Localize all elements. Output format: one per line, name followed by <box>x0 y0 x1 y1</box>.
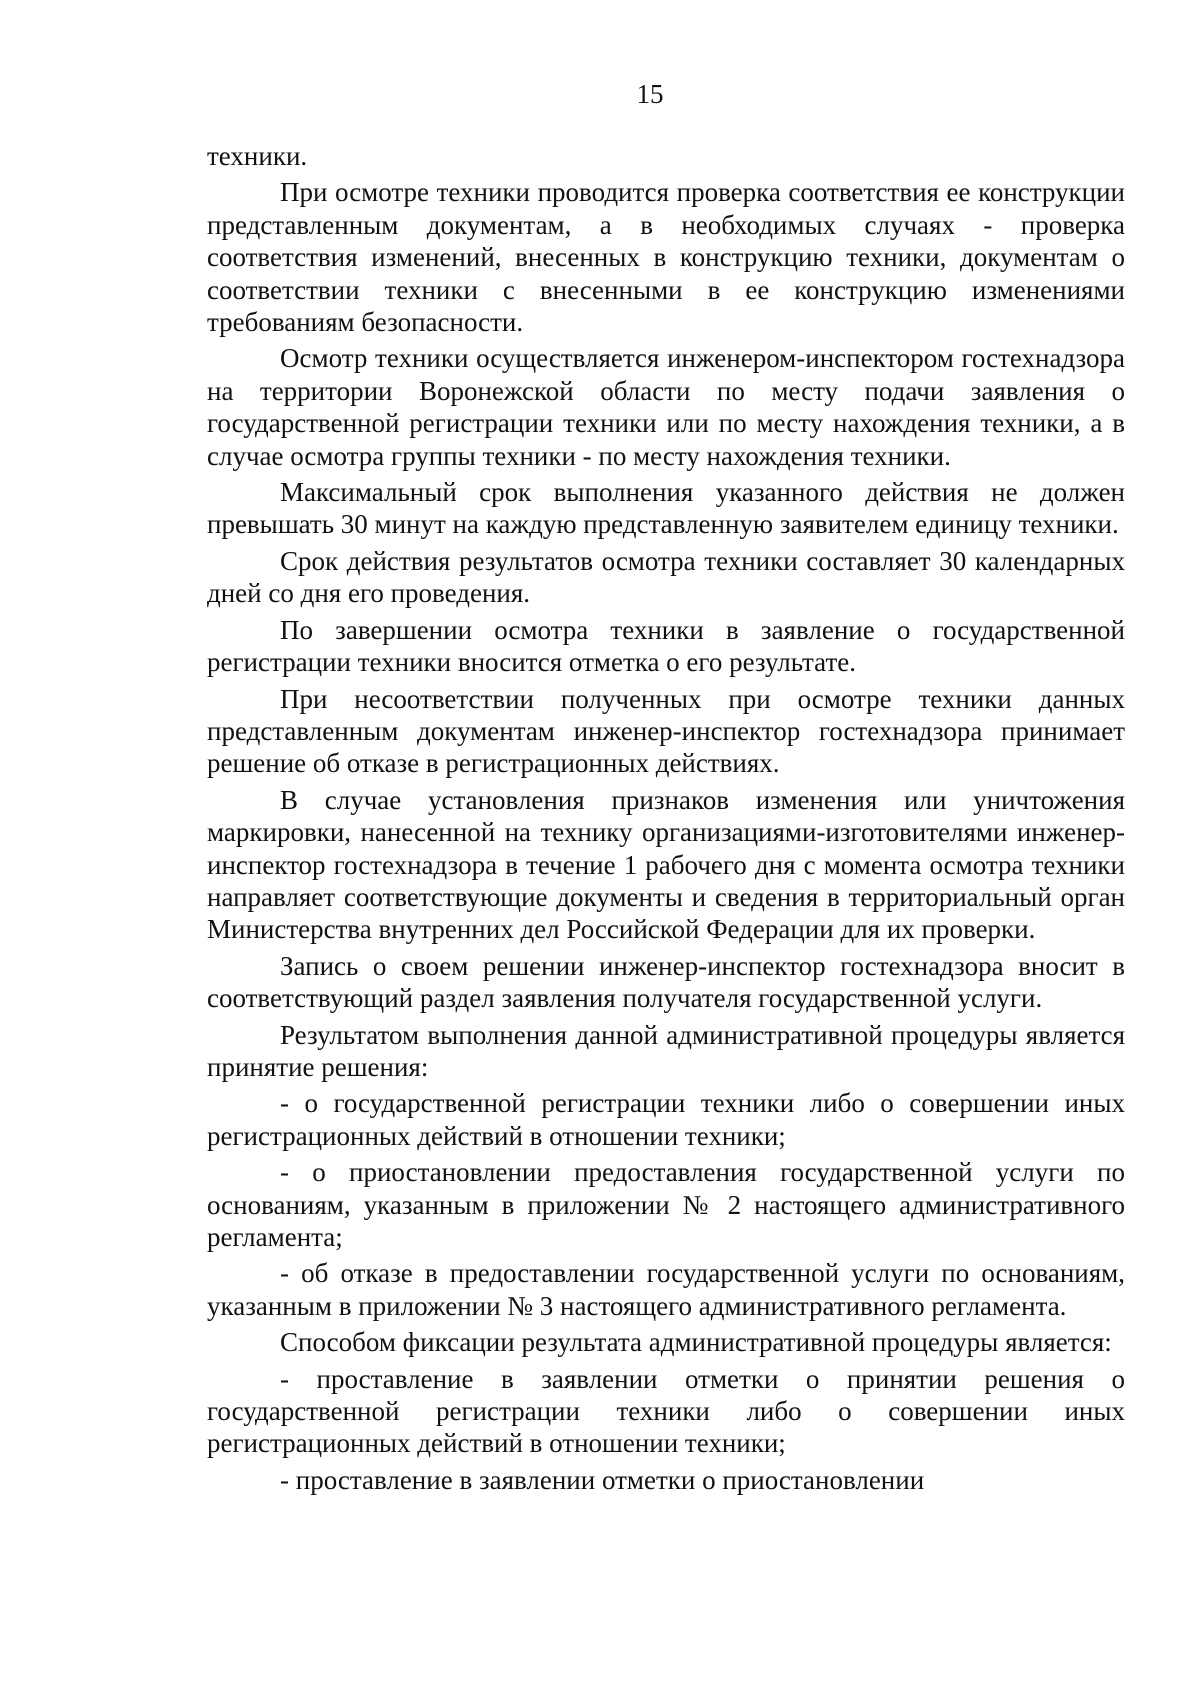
paragraph-inspection-mark: По завершении осмотра техники в заявление о государственной регистрации техники вносится отметка о его результате. <box>207 614 1125 678</box>
paragraph-decision-record: Запись о своем решении инженер-инспектор гостехнадзора вносит в соответствующий раздел заявления получателя государственной услуги. <box>207 950 1125 1014</box>
list-item-registration: - о государственной регистрации техники либо о совершении иных регистрационных действий в отношении техники; <box>207 1088 1125 1151</box>
paragraph-validity-period: Срок действия результатов осмотра техники составляет 30 календарных дней со дня его проведения. <box>207 545 1125 609</box>
list-item-mark-registration: - проставление в заявлении отметки о принятии решения о государственной регистрации техники либо о совершении иных регистрационных действий в отношении техники; <box>207 1363 1125 1459</box>
paragraph-inspection-check: При осмотре техники проводится проверка соответствия ее конструкции представленным документам, а в необходимых случаях - проверка соответствия изменений, внесенных в конструкцию техники, документам о соответствии техники с внесенными в ее конструкцию изменениями требованиям безопасности. <box>207 177 1125 338</box>
paragraph-max-duration: Максимальный срок выполнения указанного действия не должен превышать 30 минут на каждую представленную заявителем единицу техники. <box>207 477 1125 540</box>
paragraph-continuation: техники. <box>207 141 308 171</box>
paragraph-result: Результатом выполнения данной административной процедуры является принятие решения: <box>207 1019 1125 1082</box>
paragraph-inspection-location: Осмотр техники осуществляется инженером-инспектором гостехнадзора на территории Воронежской области по месту подачи заявления о государственной регистрации техники или по месту нахождения техники, а в случае осмотра группы техники - по месту нахождения техники. <box>207 343 1125 471</box>
page-number: 15 <box>636 79 664 109</box>
document-body <box>207 140 1125 1500</box>
list-item-suspension: - о приостановлении предоставления государственной услуги по основаниям, указанным в приложении № 2 настоящего административного регламента; <box>207 1157 1125 1252</box>
paragraph-mismatch-refusal: При несоответствии полученных при осмотре техники данных представленным документам инженер-инспектор гостехнадзора принимает решение об отказе в регистрационных действиях. <box>207 683 1125 779</box>
paragraph-fixation-method: Способом фиксации результата административной процедуры является: <box>280 1327 1112 1358</box>
paragraph-marking-change: В случае установления признаков изменения или уничтожения маркировки, нанесенной на технику организациями-изготовителями инженер-инспектор гостехнадзора в течение 1 рабочего дня с момента осмотра техники направляет соответствующие документы и сведения в территориальный орган Министерства внутренних дел Российской Федерации для их проверки. <box>207 784 1125 945</box>
list-item-refusal: - об отказе в предоставлении государственной услуги по основаниям, указанным в приложении № 3 настоящего административного регламента. <box>207 1258 1125 1321</box>
list-item-mark-suspension: - проставление в заявлении отметки о приостановлении <box>280 1464 925 1495</box>
